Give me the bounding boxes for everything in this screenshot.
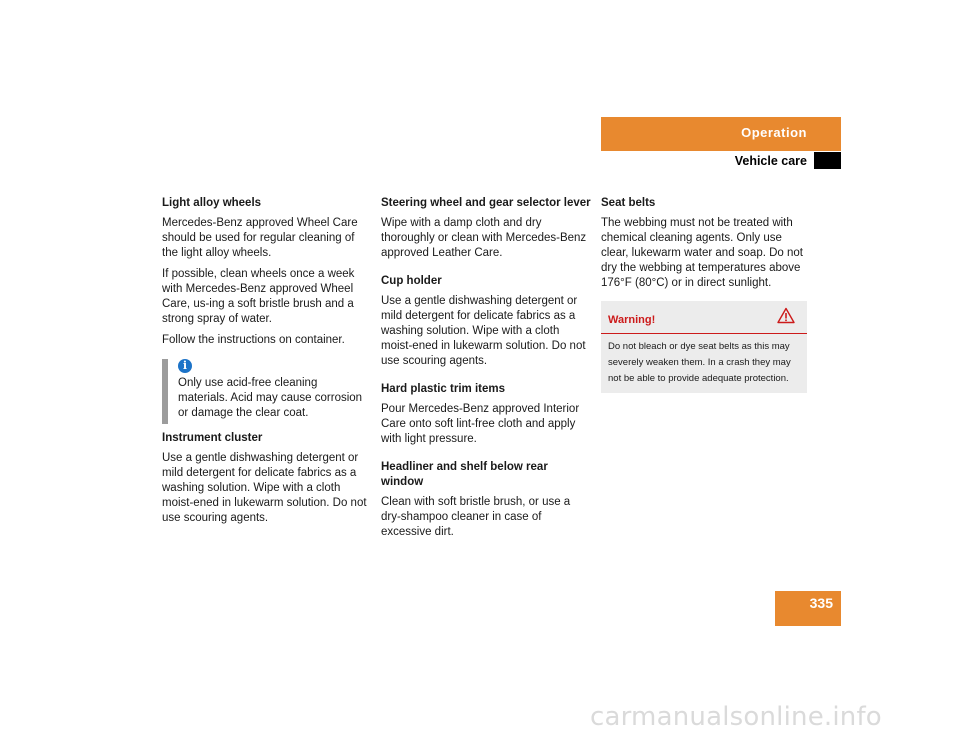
section-title: Operation — [741, 125, 807, 140]
info-icon: i — [178, 359, 192, 373]
info-text: Only use acid-free cleaning materials. Acid may cause corrosion or damage the clear coat. — [178, 377, 363, 419]
cluster-paragraph: Use a gentle dishwashing detergent or mild detergent for delicate fabrics as a washing solution. Wipe with a cloth moist-ened in lukewarm solution. Do not use scouring agents. — [162, 452, 367, 524]
belts-heading: Seat belts — [601, 197, 656, 209]
page-number: 335 — [809, 595, 833, 611]
warning-box — [601, 301, 807, 393]
column-left — [162, 196, 370, 532]
page-number-box — [775, 591, 841, 626]
steering-paragraph: Wipe with a damp cloth and dry thoroughly or clean with Mercedes-Benz approved Leather Care. — [381, 217, 587, 259]
section-header-tab — [601, 117, 841, 151]
wheels-paragraph-2: If possible, clean wheels once a week with Mercedes-Benz approved Wheel Care, us-ing a soft bristle brush and a strong spray of water. — [162, 268, 355, 325]
belts-paragraph: The webbing must not be treated with chemical cleaning agents. Only use clear, lukewarm water and soap. Do not dry the webbing at temperatures above 176°F (80°C) or in direct sunlight. — [601, 217, 803, 289]
cup-paragraph: Use a gentle dishwashing detergent or mild detergent for delicate fabrics as a washing solution. Wipe with a cloth moist-ened in lukewarm solution. Do not use scouring agents. — [381, 295, 586, 367]
warning-label: Warning! — [608, 314, 656, 326]
warning-triangle-icon — [777, 307, 795, 329]
warning-text: Do not bleach or dye seat belts as this may severely weaken them. In a crash they may not be able to provide adequate protection. — [608, 341, 791, 384]
watermark: carmanualsonline.info — [590, 702, 882, 732]
warning-header — [601, 301, 807, 334]
steering-heading: Steering wheel and gear selector lever — [381, 197, 591, 209]
cup-heading: Cup holder — [381, 275, 442, 287]
trim-heading: Hard plastic trim items — [381, 383, 505, 395]
info-note — [162, 357, 370, 421]
subsection-title: Vehicle care — [734, 154, 807, 168]
column-middle — [381, 196, 591, 546]
wheels-heading: Light alloy wheels — [162, 197, 262, 209]
cluster-heading: Instrument cluster — [162, 432, 263, 444]
headliner-heading: Headliner and shelf below rear window — [381, 461, 548, 488]
headliner-paragraph: Clean with soft bristle brush, or use a dry-shampoo cleaner in case of excessive dirt. — [381, 496, 571, 538]
wheels-paragraph-1: Mercedes-Benz approved Wheel Care should be used for regular cleaning of the light alloy wheels. — [162, 217, 358, 259]
section-marker — [814, 152, 841, 169]
wheels-paragraph-3: Follow the instructions on container. — [162, 334, 345, 346]
column-right — [601, 196, 811, 393]
info-bar — [162, 359, 168, 424]
trim-paragraph: Pour Mercedes-Benz approved Interior Care onto soft lint-free cloth and apply with light pressure. — [381, 403, 580, 445]
